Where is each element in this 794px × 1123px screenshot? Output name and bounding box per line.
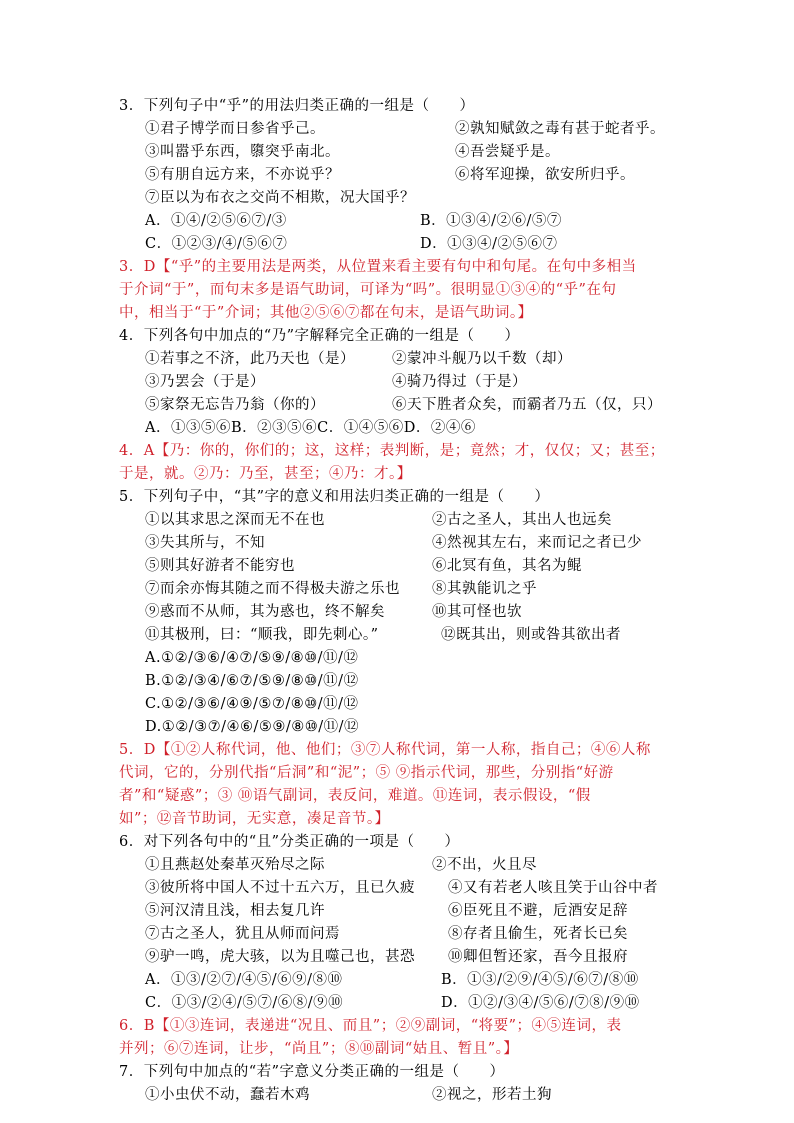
q6-option-6: ⑥臣死且不避，卮酒安足辞 (448, 903, 628, 919)
q5-option-9: ⑨惑而不从师，其为惑也，终不解矣 (145, 604, 385, 620)
q6-option-9: ⑨驴一鸣，虎大骇，以为且噬己也，甚恐 (145, 949, 415, 965)
q3-option-2: ②孰知赋敛之毒有甚于蛇者乎。 (455, 121, 665, 137)
q5-option-1: ①以其求思之深而无不在也 (145, 512, 325, 528)
q3-choice-d: D．①③④/②⑤⑥⑦ (420, 236, 558, 252)
q5-option-11: ⑪其极刑，曰：“顺我，即先刺心。” (145, 627, 379, 643)
q5-choice-a: A.①②/③⑥/④⑦/⑤⑨/⑧⑩/⑪/⑫ (145, 650, 359, 666)
q5-answer-line-1: 5．D【①②人称代词，他、他们；③⑦人称代词，第一人称，指自己；④⑥人称 (119, 742, 651, 758)
q5-option-4: ④然视其左右，来而记之者已少 (432, 535, 642, 551)
q6-option-4: ④又有若老人咳且笑于山谷中者 (448, 880, 658, 896)
q6-option-5: ⑤河汉清且浅，相去复几许 (145, 903, 325, 919)
q5-answer-line-2: 代词，它的，分别代指“后洞”和“泥”；⑤ ⑨指示代词，那些，分别指“好游 (119, 765, 614, 781)
q4-option-1: ①若事之不济，此乃天也（是） (145, 351, 355, 367)
q6-choice-d: D．①②/③④/⑤⑥/⑦⑧/⑨⑩ (441, 995, 640, 1011)
q3-option-3: ③叫嚣乎东西，隳突乎南北。 (145, 144, 340, 160)
q6-option-7: ⑦古之圣人，犹且从师而问焉 (145, 926, 340, 942)
q3-answer-line-3: 中，相当于“于”介词；其他②⑤⑥⑦都在句末，是语气助词。】 (119, 305, 533, 321)
q5-option-8: ⑧其孰能讥之乎 (432, 581, 537, 597)
q6-option-10: ⑩卿但暂还家，吾今且报府 (448, 949, 628, 965)
q3-answer-line-1: 3．D【“乎”的主要用法是两类，从位置来看主要有句中和句尾。在句中多相当 (119, 259, 637, 275)
q5-option-3: ③失其所与，不知 (145, 535, 265, 551)
q5-option-6: ⑥北冥有鱼，其名为鲲 (432, 558, 582, 574)
q5-option-2: ②古之圣人，其出人也远矣 (432, 512, 612, 528)
q5-option-12: ⑫既其出，则或咎其欲出者 (441, 627, 621, 643)
q3-option-7: ⑦臣以为布衣之交尚不相欺，况大国乎？ (145, 190, 415, 206)
q3-choice-a: A．①④/②⑤⑥⑦/③ (145, 213, 287, 229)
q3-choice-c: C．①②③/④/⑤⑥⑦ (145, 236, 288, 252)
q6-choice-a: A．①③/②⑦/④⑤/⑥⑨/⑧⑩ (145, 972, 343, 988)
q6-choice-b: B．①③/②⑨/④⑤/⑥⑦/⑧⑩ (441, 972, 639, 988)
q4-option-5: ⑤家祭无忘告乃翁（你的） (145, 397, 325, 413)
question-4-stem: 4．下列各句中加点的“乃”字解释完全正确的一组是（ ） (119, 328, 520, 344)
question-6-stem: 6．对下列各句中的“且”分类正确的一项是（ ） (119, 834, 460, 850)
q4-option-6: ⑥天下胜者众矣，而霸者乃五（仅，只） (392, 397, 662, 413)
q3-option-6: ⑥将军迎操，欲安所归乎。 (455, 167, 635, 183)
q4-option-4: ④骑乃得过（于是） (392, 374, 527, 390)
q6-option-2: ②不出，火且尽 (432, 857, 537, 873)
question-5-stem: 5．下列句子中，“其”字的意义和用法归类正确的一组是（ ） (119, 489, 550, 505)
q5-choice-c: C.①②/③⑥/④⑨/⑤⑦/⑧⑩/⑪/⑫ (145, 696, 359, 712)
q5-choice-d: D.①②/③⑦/④⑥/⑤⑨/⑧⑩/⑪/⑫ (145, 719, 360, 735)
q4-answer-line-2: 于是，就。②乃：乃至，甚至；④乃：才。】 (119, 466, 412, 482)
question-7-stem: 7．下列句中加点的“若”字意义分类正确的一组是（ ） (119, 1064, 505, 1080)
q5-option-10: ⑩其可怪也欤 (432, 604, 522, 620)
q6-answer-line-1: 6．B【①③连词，表递进“况且、而且”；②⑨副词，“将要”；④⑤连词，表 (119, 1018, 622, 1034)
q3-option-5: ⑤有朋自远方来，不亦说乎？ (145, 167, 340, 183)
q6-option-3: ③彼所将中国人不过十五六万，且已久疲 (145, 880, 415, 896)
q4-option-3: ③乃罢会（于是） (145, 374, 265, 390)
q6-answer-line-2: 并列；⑥⑦连词，让步，“尚且”；⑧⑩副词“姑且、暂且”。】 (119, 1041, 519, 1057)
q5-answer-line-4: 如”；⑫音节助词，无实意，凑足音节。】 (119, 811, 390, 827)
q3-option-1: ①君子博学而日参省乎己。 (145, 121, 325, 137)
q3-answer-line-2: 于介词“于”，而句末多是语气助词，可译为“吗”。很明显①③④的“乎”在句 (119, 282, 617, 298)
question-3-stem: 3．下列句子中“乎”的用法归类正确的一组是（ ） (119, 98, 475, 114)
q3-choice-b: B．①③④/②⑥/⑤⑦ (420, 213, 562, 229)
q5-answer-line-3: 者”和“疑惑”；③ ⑩语气副词，表反问，难道。⑪连词，表示假设，“假 (119, 788, 591, 804)
q6-choice-c: C．①③/②④/⑤⑦/⑥⑧/⑨⑩ (145, 995, 344, 1011)
q3-option-4: ④吾尝疑乎是。 (455, 144, 560, 160)
q7-option-2: ②视之，形若土狗 (432, 1087, 552, 1103)
q4-choices: A．①③⑤⑥B．②③⑤⑥C．①④⑤⑥D．②④⑥ (145, 420, 476, 436)
q5-option-5: ⑤则其好游者不能穷也 (145, 558, 295, 574)
q7-option-1: ①小虫伏不动，蠢若木鸡 (145, 1087, 310, 1103)
q4-answer-line-1: 4．A【乃：你的，你们的；这，这样；表判断，是；竟然；才，仅仅；又；甚至； (119, 443, 665, 459)
q4-option-2: ②蒙冲斗舰乃以千数（却） (392, 351, 572, 367)
q6-option-8: ⑧存者且偷生，死者长已矣 (448, 926, 628, 942)
q5-option-7: ⑦而余亦悔其随之而不得极夫游之乐也 (145, 581, 400, 597)
q5-choice-b: B.①②/③④/⑥⑦/⑤⑨/⑧⑩/⑪/⑫ (145, 673, 359, 689)
q6-option-1: ①且燕赵处秦革灭殆尽之际 (145, 857, 325, 873)
